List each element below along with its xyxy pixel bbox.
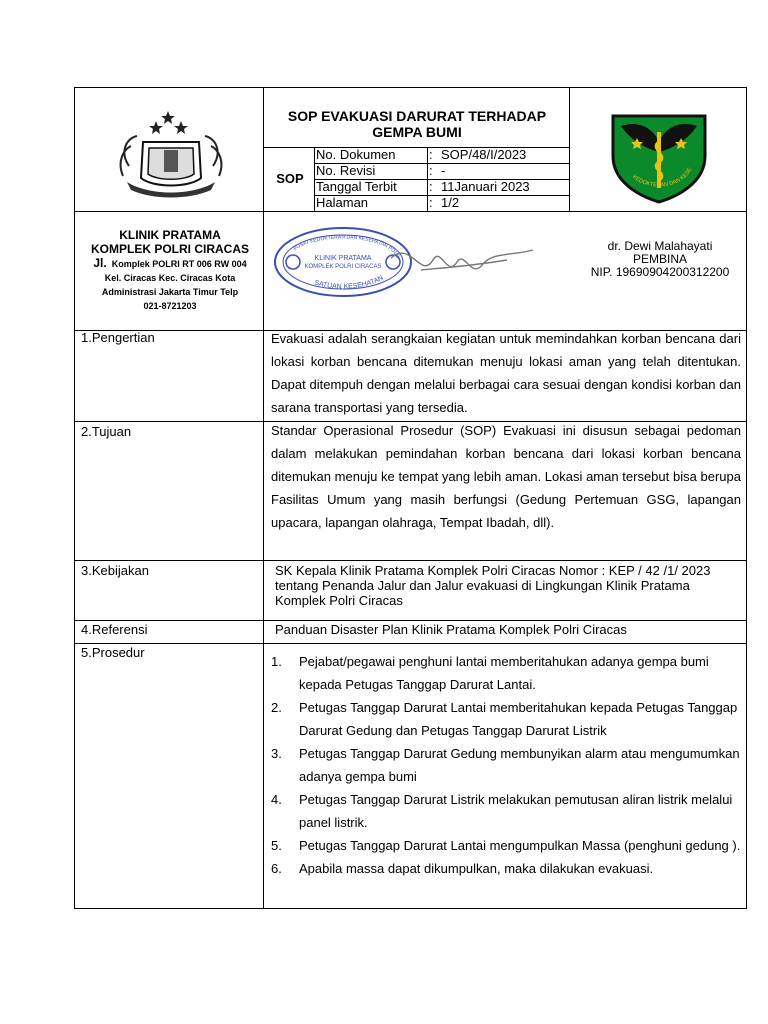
- list-item: 3. Petugas Tanggap Darurat Gedung membunyikan alarm atau mengumumkan adanya gempa bumi: [271, 746, 740, 784]
- signature-scribble: [391, 250, 533, 270]
- stamp-top-text: PUSAT KEDOKTERAN DAN KESEHATAN POLR: [292, 234, 401, 260]
- address-prefix: Jl.: [93, 256, 107, 270]
- section-label-prosedur: 5.Prosedur: [81, 645, 145, 660]
- section-text-tujuan: Standar Operasional Prosedur (SOP) Evakuasi ini disusun sebagai pedoman dalam melakukan pemindahan korban bencana dari lokasi korban bencana ditemukan menuju ke tempat yang lebih aman. Lokasi aman tersebut bisa berupa Fasilitas Umum yang masih berfungsi (Gedung Pertemuan GSG, lapangan upacara, lapangan olahraga, Tempat Ibadah, dll).: [271, 423, 741, 530]
- procedure-list: [271, 650, 741, 880]
- section-text-referensi: Panduan Disaster Plan Klinik Pratama Komplek Polri Ciracas: [275, 622, 627, 637]
- police-emblem-logo: [109, 106, 233, 200]
- clinic-name-1: KLINIK PRATAMA: [119, 228, 221, 242]
- stamp-mid-1: KLINIK PRATAMA: [314, 255, 372, 262]
- clinic-info: [79, 228, 261, 313]
- meta-key: Halaman: [316, 195, 369, 210]
- meta-value: 1/2: [441, 195, 460, 210]
- meta-no-revisi: No. Revisi : -: [316, 163, 446, 178]
- list-item: 5. Petugas Tanggap Darurat Lantai mengumpulkan Massa (penghuni gedung ).: [271, 838, 741, 853]
- meta-value: SOP/48/I/2023: [441, 147, 527, 162]
- sop-document: [74, 87, 747, 909]
- list-item: 6. Apabila massa dapat dikumpulkan, maka dilakukan evakuasi.: [271, 861, 654, 876]
- section-label-kebijakan: 3.Kebijakan: [81, 563, 149, 578]
- emblem-text: KEDOKTERAN DAN KESE: [631, 167, 694, 189]
- section-text-pengertian: Evakuasi adalah serangkaian kegiatan untuk memindahkan korban bencana dari lokasi korban bencana ditemukan menuju lokasi aman yang telah ditentukan. Dapat ditempuh dengan melalui berbagai cara sesuai dengan kondisi korban dan sarana transportasi yang tersedia.: [271, 331, 741, 415]
- list-item: 4. Petugas Tanggap Darurat Listrik melakukan pemutusan aliran listrik melalui panel listrik.: [271, 792, 733, 830]
- section-text-kebijakan: SK Kepala Klinik Pratama Komplek Polri Ciracas Nomor : KEP / 42 /1/ 2023 tentang Penanda Jalur dan Jalur evakuasi di Lingkungan Klinik Pratama Komplek Polri Ciracas: [275, 563, 711, 608]
- meta-no-dokumen: No. Dokumen : SOP/48/I/2023: [316, 147, 527, 162]
- section-label-referensi: 4.Referensi: [81, 622, 148, 637]
- meta-halaman: Halaman : 1/2: [316, 195, 460, 210]
- signatory-name: dr. Dewi Malahayati: [607, 239, 713, 253]
- meta-key: No. Revisi: [316, 163, 376, 178]
- address-line-1: Komplek POLRI RT 006 RW 004: [111, 259, 247, 269]
- health-emblem-logo: [609, 112, 709, 204]
- signatory-rank: PEMBINA: [632, 252, 687, 266]
- address-line-4: 021-8721203: [143, 301, 197, 311]
- signatory-block: [575, 240, 745, 279]
- stamp-mid-2: KOMPLEK POLRI CIRACAS: [304, 264, 382, 270]
- clinic-name-2: KOMPLEK POLRI CIRACAS: [90, 242, 249, 256]
- document-title: SOP EVAKUASI DARURAT TERHADAP GEMPA BUMI: [287, 108, 547, 140]
- meta-value: -: [441, 163, 446, 178]
- svg-text:SATUAN KESEHATAN: [313, 275, 384, 291]
- list-item: 1. Pejabat/pegawai penghuni lantai memberitahukan adanya gempa bumi kepada Petugas Tanggap Darurat Lantai.: [271, 654, 709, 692]
- address-line-2: Kel. Ciracas Kec. Ciracas Kota: [104, 273, 236, 283]
- sop-label: SOP: [276, 171, 304, 186]
- meta-key: Tanggal Terbit: [316, 179, 397, 194]
- section-label-pengertian: 1.Pengertian: [81, 330, 155, 345]
- meta-tanggal-terbit: Tanggal Terbit : 11Januari 2023: [316, 179, 530, 194]
- list-item: 2. Petugas Tanggap Darurat Lantai memberitahukan kepada Petugas Tanggap Darurat Gedung dan Petugas Tanggap Darurat Listrik: [271, 700, 738, 738]
- address-line-3: Administrasi Jakarta Timur Telp: [101, 287, 239, 297]
- meta-key: No. Dokumen: [316, 147, 396, 162]
- stamp-bottom-text: SATUAN KESEHATAN: [313, 274, 385, 291]
- signatory-nip: NIP. 19690904200312200: [590, 265, 730, 279]
- official-stamp: [271, 220, 561, 306]
- section-label-tujuan: 2.Tujuan: [81, 424, 132, 439]
- meta-value: 11Januari 2023: [441, 179, 530, 194]
